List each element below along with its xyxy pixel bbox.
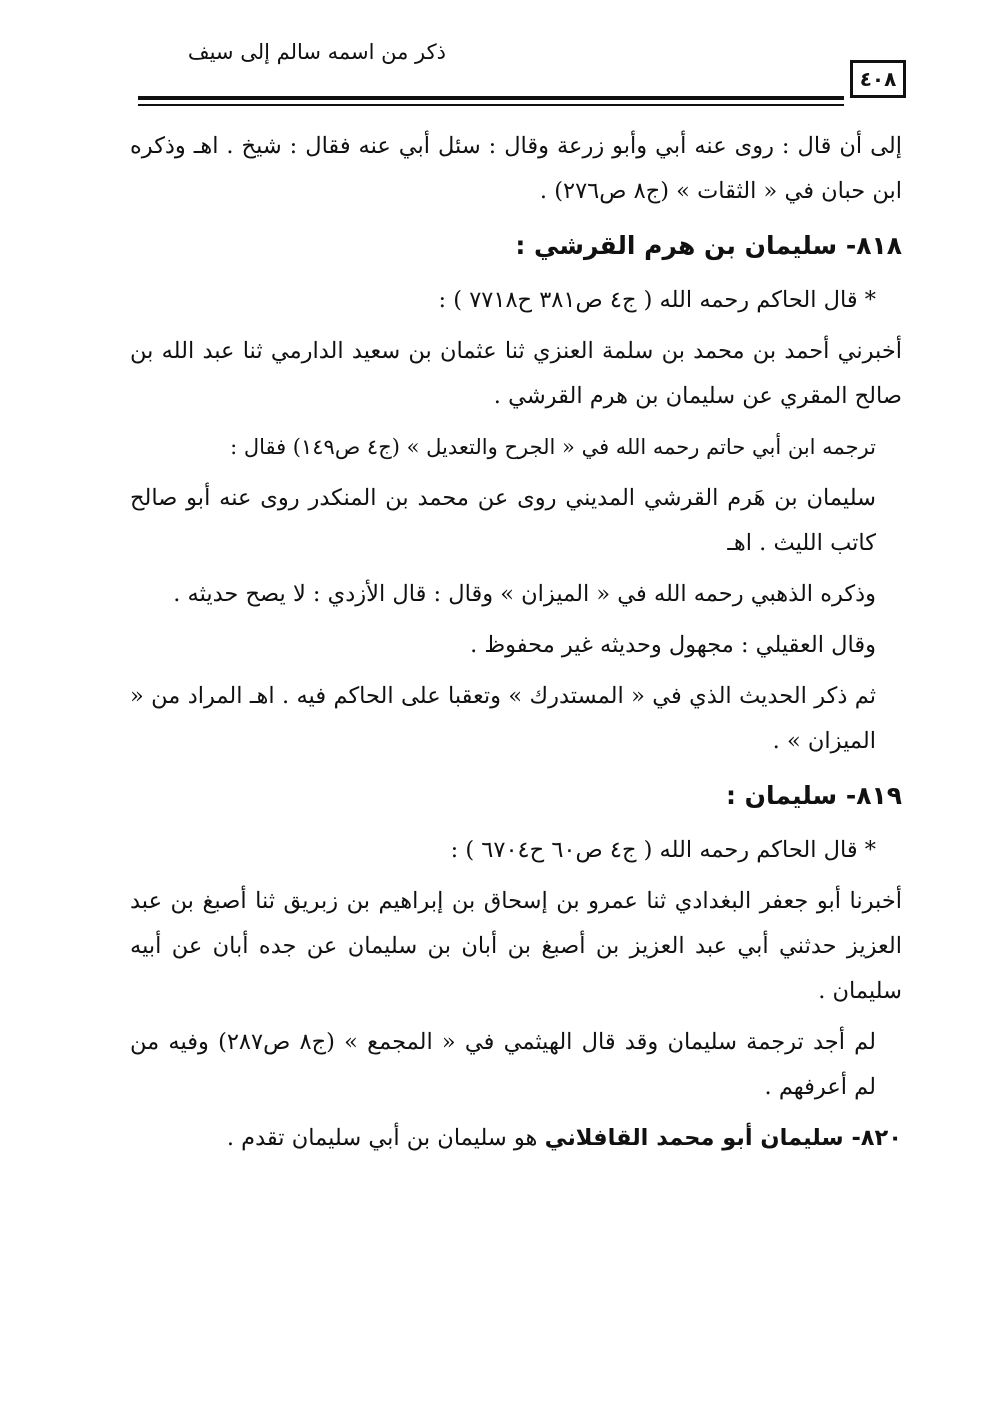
- entry-heading-818: ٨١٨- سليمان بن هرم القرشي :: [515, 231, 902, 260]
- citation-hakim-819: * قال الحاكم رحمه الله ( ج٤ ص٦٠ ح٦٧٠٤ ) :: [450, 837, 876, 863]
- uqayli-note: وقال العقيلي : مجهول وحديثه غير محفوظ .: [470, 632, 876, 658]
- running-header-title: ذكر من اسمه سالم إلى سيف: [187, 40, 446, 64]
- entry-820: [130, 1116, 902, 1161]
- entry-heading-819: ٨١٩- سليمان :: [725, 781, 902, 810]
- biography-818: سليمان بن هَرم القرشي المديني روى عن محمد بن المنكدر روى عنه أبو صالح كاتب الليث . اهـ: [130, 485, 876, 556]
- mizan-note: ثم ذكر الحديث الذي في « المستدرك » وتعقبا على الحاكم فيه . اهـ المراد من « الميزان » .: [130, 683, 876, 754]
- isnad-818: أخبرني أحمد بن محمد بن سلمة العنزي ثنا عثمان بن سعيد الدارمي ثنا عبد الله بن صالح المقري عن سليمان بن هرم القرشي .: [130, 338, 902, 409]
- haythami-note: لم أجد ترجمة سليمان وقد قال الهيثمي في « المجمع » (ج٨ ص٢٨٧) وفيه من لم أعرفهم .: [130, 1029, 876, 1100]
- page-body: [130, 124, 902, 1167]
- header-rule-thin: [138, 104, 844, 106]
- page-number: ٤٠٨: [850, 60, 906, 98]
- citation-hakim-818: * قال الحاكم رحمه الله ( ج٤ ص٣٨١ ح٧٧١٨ ) :: [438, 287, 876, 313]
- ibn-abi-hatim-note: ترجمه ابن أبي حاتم رحمه الله في « الجرح والتعديل » (ج٤ ص١٤٩) فقال :: [230, 435, 876, 459]
- paragraph-continuation: إلى أن قال : روى عنه أبي وأبو زرعة وقال : سئل أبي عنه فقال : شيخ . اهـ وذكره ابن حبان في « الثقات » (ج٨ ص٢٧٦) .: [130, 133, 902, 204]
- isnad-819: أخبرنا أبو جعفر البغدادي ثنا عمرو بن إسحاق بن إبراهيم بن زبريق ثنا أصبغ بن عبد العزيز حدثني أبي عبد العزيز بن أصبغ بن أبان بن سليمان عن جده أبان عن أبيه سليمان .: [130, 888, 902, 1004]
- dhahabi-note: وذكره الذهبي رحمه الله في « الميزان » وقال : قال الأزدي : لا يصح حديثه .: [173, 581, 876, 607]
- page-header: [130, 36, 906, 106]
- header-rule-thick: [138, 96, 844, 100]
- entry-820-text: هو سليمان بن أبي سليمان تقدم .: [226, 1125, 545, 1151]
- entry-heading-820: ٨٢٠- سليمان أبو محمد القافلاني: [544, 1125, 902, 1151]
